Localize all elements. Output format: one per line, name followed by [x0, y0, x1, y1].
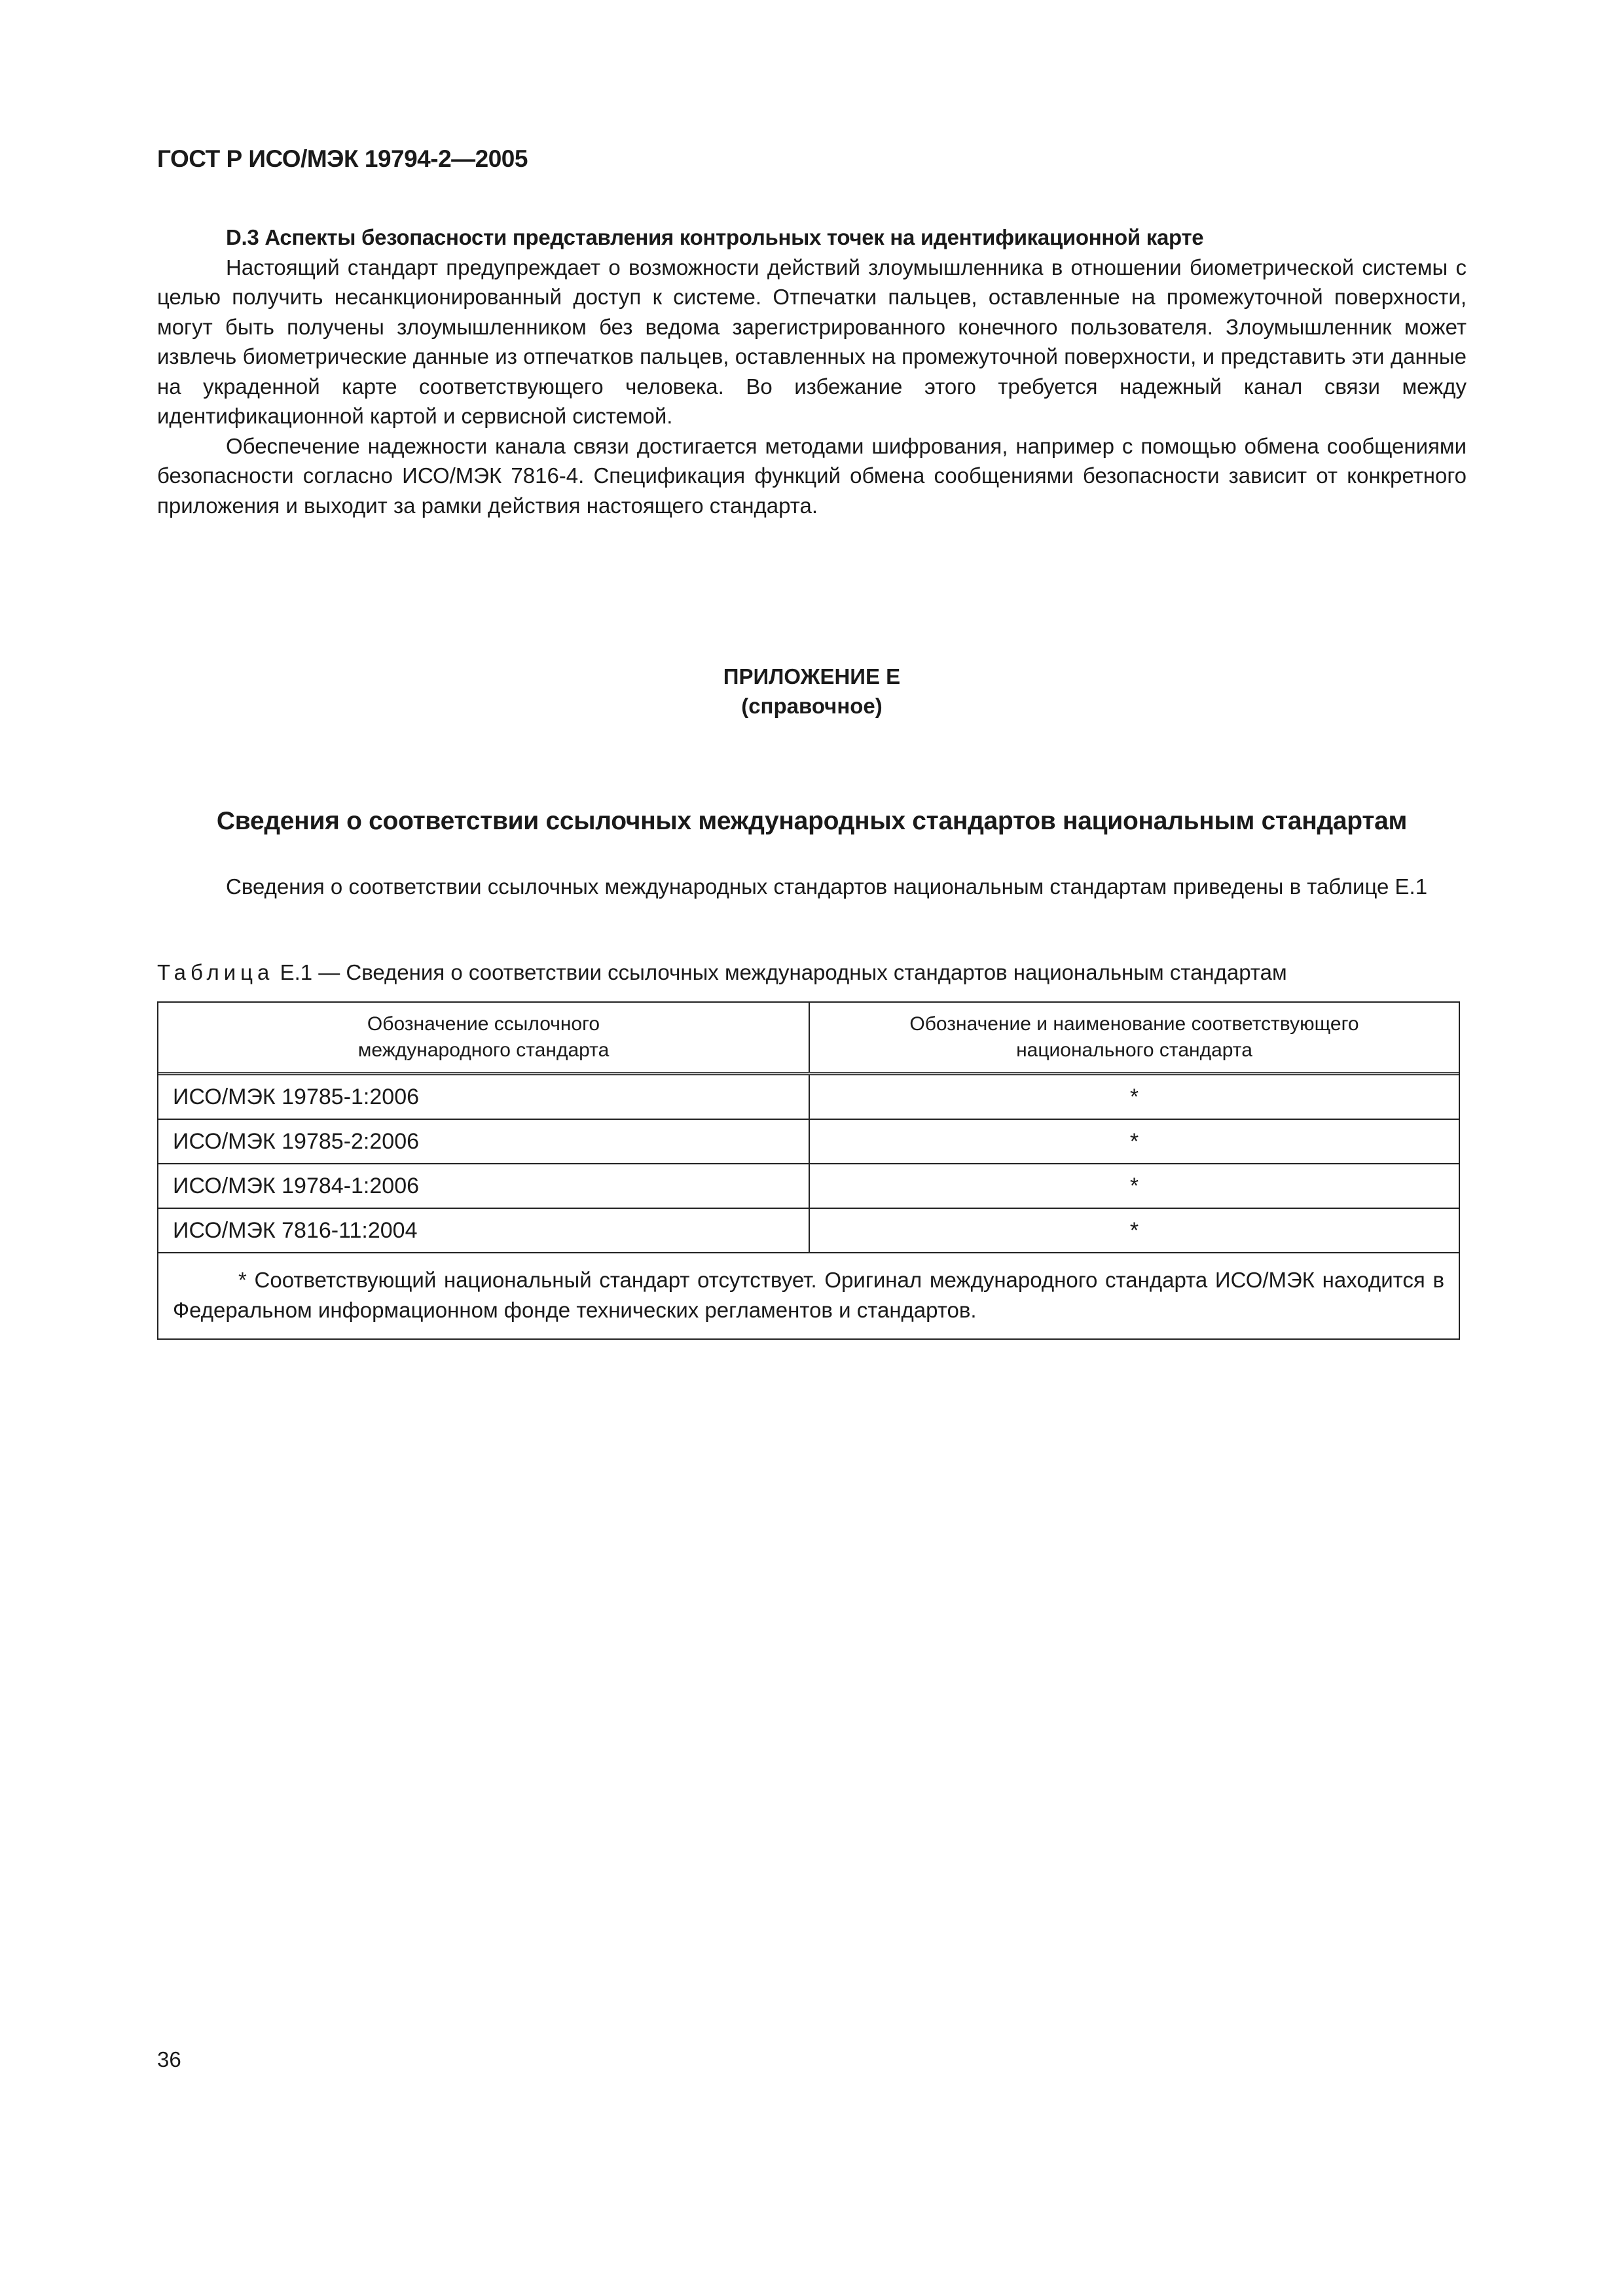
table-cell: ИСО/МЭК 7816-11:2004 — [158, 1209, 810, 1252]
table-cell: ИСО/МЭК 19784-1:2006 — [158, 1164, 810, 1208]
appendix-subtitle: (справочное) — [741, 694, 883, 718]
header-text: Обозначение и наименование соответствующего национального стандарта — [909, 1013, 1359, 1061]
table-row — [158, 1164, 1459, 1209]
intro-paragraph — [157, 872, 1467, 902]
appendix-title: ПРИЛОЖЕНИЕ Е — [723, 664, 901, 689]
section-d3 — [157, 223, 1467, 520]
table-cell: * — [1129, 1173, 1139, 1198]
table-cell: * — [1129, 1128, 1139, 1154]
page-number: 36 — [157, 2047, 181, 2072]
table-row — [158, 1120, 1459, 1164]
table-cell: * — [1129, 1084, 1139, 1109]
caption-label: Таблица — [157, 960, 274, 984]
header-text: Обозначение ссылочного международного стандарта — [357, 1013, 610, 1061]
caption-text: Е.1 — Сведения о соответствии ссылочных международных стандартов национальным стандартам — [280, 960, 1287, 984]
table-cell: ИСО/МЭК 19785-2:2006 — [158, 1120, 810, 1163]
paragraph: Настоящий стандарт предупреждает о возможности действий злоумышленника в отношении биометрической системы с целью получить несанкционированный доступ к системе. Отпечатки пальцев, оставленные на промежуточной поверхности, могут быть получены злоумышленником без ведома зарегистрированного конечного пользователя. Злоумышленник может извлечь биометрические данные из отпечатков пальцев, оставленных на промежуточной поверхности, и представить эти данные на украденной карте соответствующего человека. Во избежание этого требуется надежный канал связи между идентификационной картой и сервисной системой. — [157, 255, 1467, 428]
document-header: ГОСТ Р ИСО/МЭК 19794-2—2005 — [157, 145, 528, 172]
appendix-heading: Сведения о соответствии ссылочных международных стандартов национальным стандартам — [216, 807, 1408, 835]
table-cell: * — [1129, 1217, 1139, 1243]
table-header-cell — [810, 1003, 1459, 1072]
table-footnote — [158, 1253, 1459, 1338]
table-header-cell — [158, 1003, 810, 1072]
paragraph: Обеспечение надежности канала связи достигается методами шифрования, например с помощью обмена сообщениями безопасности согласно ИСО/МЭК 7816-4. Спецификация функций обмена сообщениями безопасности зависит от конкретного приложения и выходит за рамки действия настоящего стандарта. — [157, 433, 1467, 518]
table-row — [158, 1075, 1459, 1120]
reference-table — [157, 1001, 1460, 1340]
section-title: D.3 Аспекты безопасности представления контрольных точек на идентификационной карте — [226, 225, 1204, 249]
table-cell: ИСО/МЭК 19785-1:2006 — [158, 1075, 810, 1119]
footnote-text: * Соответствующий национальный стандарт отсутствует. Оригинал международного стандарта ИСО/МЭК находится в Федеральном информационном фонде технических регламентов и стандартов. — [173, 1268, 1444, 1322]
table-header-row — [158, 1003, 1459, 1075]
intro-text: Сведения о соответствии ссылочных международных стандартов национальным стандартам приведены в таблице Е.1 — [226, 874, 1428, 899]
table-row — [158, 1209, 1459, 1253]
table-caption — [157, 960, 1467, 985]
